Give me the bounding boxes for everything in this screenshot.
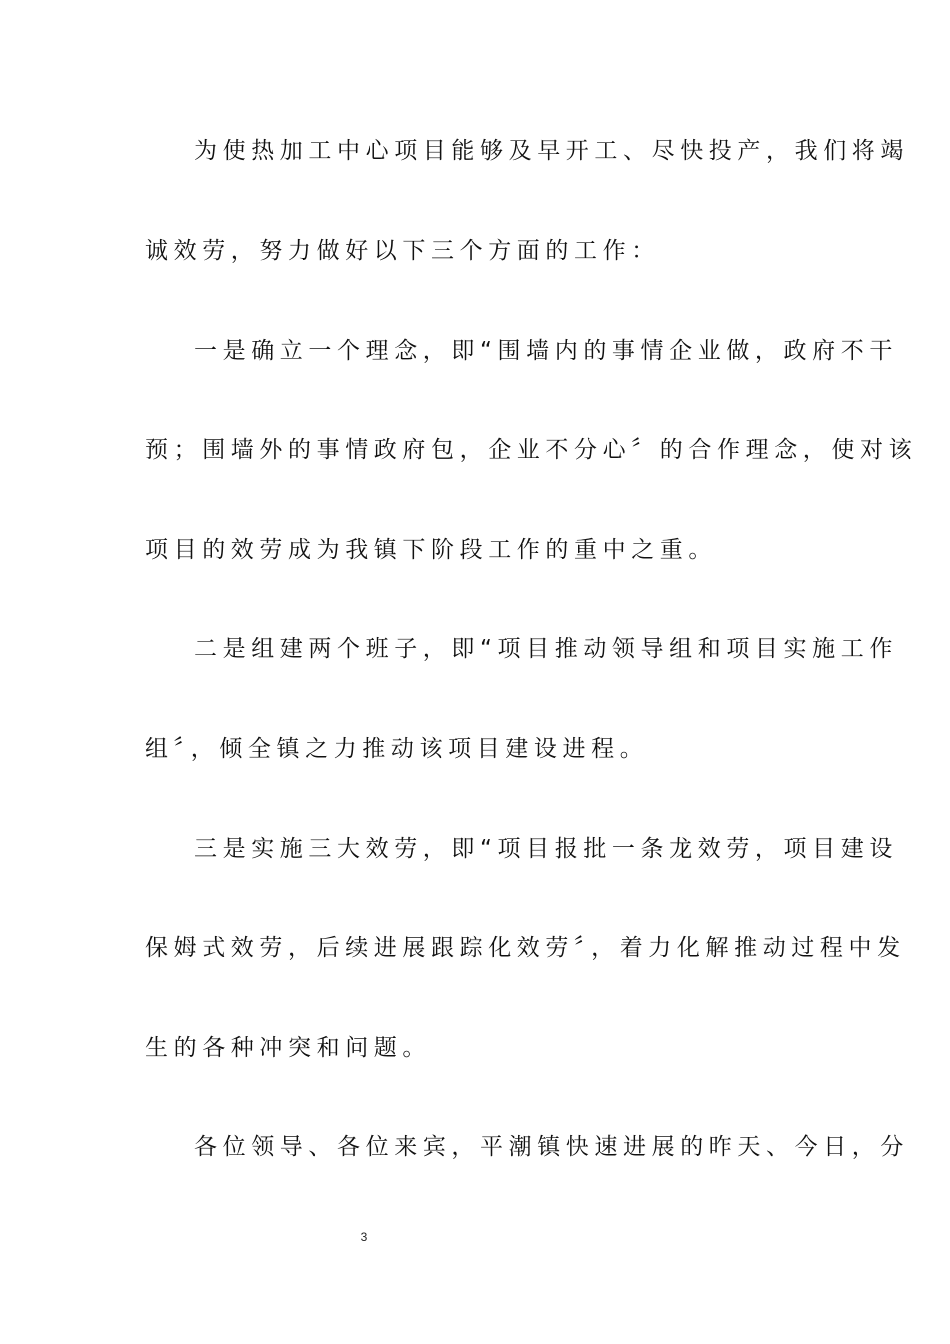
paragraph-4-line-3: 生的各种冲突和问题。	[145, 1035, 431, 1061]
paragraph-1-line-2: 诚效劳，努力做好以下三个方面的工作：	[145, 238, 660, 264]
paragraph-2-line-1: 一是确立一个理念，即“围墙内的事情企业做，政府不干	[194, 338, 898, 364]
paragraph-3-line-2: 组〞，倾全镇之力推动该项目建设进程。	[145, 736, 649, 762]
paragraph-5-line-1: 各位领导、各位来宾，平潮镇快速进展的昨天、今日，分	[194, 1134, 909, 1160]
paragraph-4-line-1: 三是实施三大效劳，即“项目报批一条龙效劳，项目建设	[194, 836, 898, 862]
paragraph-3-line-1: 二是组建两个班子，即“项目推动领导组和项目实施工作	[194, 636, 898, 662]
paragraph-2-line-2: 预；围墙外的事情政府包，企业不分心〞的合作理念，使对该	[145, 437, 918, 463]
page-number: 3	[360, 1230, 368, 1244]
paragraph-1-line-1: 为使热加工中心项目能够及早开工、尽快投产，我们将竭	[194, 138, 909, 164]
paragraph-2-line-3: 项目的效劳成为我镇下阶段工作的重中之重。	[145, 537, 717, 563]
paragraph-4-line-2: 保姆式效劳，后续进展跟踪化效劳〞，着力化解推动过程中发	[145, 935, 906, 961]
